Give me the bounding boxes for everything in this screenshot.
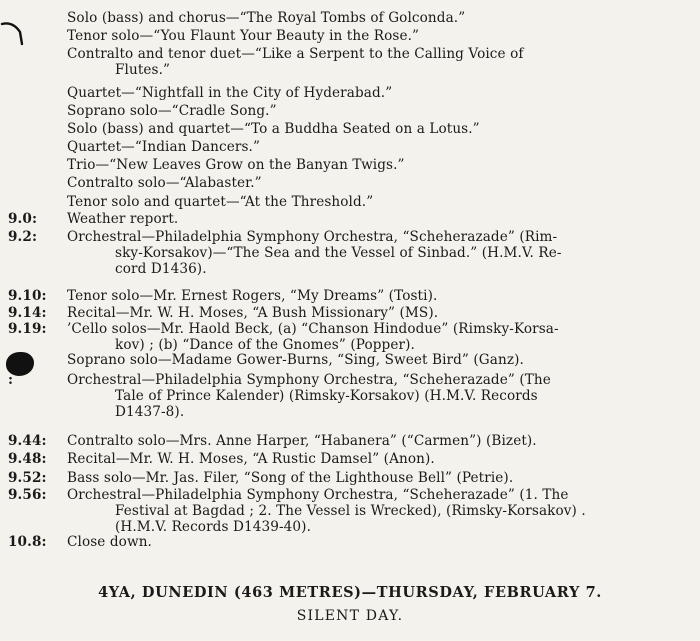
entry-line: Orchestral—Philadelphia Symphony Orchestra, “Scheherazade” (Rim- — [67, 229, 558, 245]
entry-line: cord D1436). — [115, 261, 207, 278]
entry-line: D1437-8). — [115, 404, 185, 421]
entry-line: Recital—Mr. W. H. Moses, “A Bush Missionary” (MS). — [67, 305, 439, 321]
entry-line: Close down. — [67, 534, 152, 550]
entry-text — [67, 103, 684, 119]
entry-text — [67, 211, 684, 227]
entry-line: Contralto solo—Mrs. Anne Harper, “Habanera” (“Carmen”) (Bizet). — [67, 433, 537, 449]
entry-text — [67, 352, 684, 368]
entry-text — [67, 229, 684, 278]
entry-line: Orchestral—Philadelphia Symphony Orchestra, “Scheherazade” (1. The — [67, 487, 569, 503]
entry-text — [67, 10, 684, 26]
entry-line: Contralto and tenor duet—“Like a Serpent to the Calling Voice of — [67, 46, 524, 62]
entry-text — [67, 46, 684, 78]
entry-text — [67, 85, 684, 101]
entry-line: Tenor solo and quartet—“At the Threshold.” — [67, 194, 374, 210]
entry-time: : — [8, 372, 14, 388]
entry-text — [67, 28, 684, 44]
entry-line: Soprano solo—“Cradle Song.” — [67, 103, 277, 119]
entry-text — [67, 157, 684, 173]
entry-line: Quartet—“Nightfall in the City of Hyderabad.” — [67, 85, 393, 101]
entry-text — [67, 194, 684, 210]
entry-line: Solo (bass) and chorus—“The Royal Tombs of Golconda.” — [67, 10, 466, 26]
entry-time: 9.48: — [8, 451, 47, 467]
entry-line: Soprano solo—Madame Gower-Burns, “Sing, Sweet Bird” (Ganz). — [67, 352, 524, 368]
entry-line: Flutes.” — [115, 62, 171, 79]
entry-line: Recital—Mr. W. H. Moses, “A Rustic Damsel” (Anon). — [67, 451, 435, 467]
entry-line: Bass solo—Mr. Jas. Filer, “Song of the Lighthouse Bell” (Petrie). — [67, 470, 514, 486]
entry-line: Orchestral—Philadelphia Symphony Orchestra, “Scheherazade” (The — [67, 372, 551, 388]
entry-text — [67, 121, 684, 137]
entry-line: Weather report. — [67, 211, 179, 227]
entry-text — [67, 288, 684, 304]
entry-line: Tale of Prince Kalender) (Rimsky-Korsakov) (H.M.V. Records — [115, 388, 538, 405]
entry-time: 9.44: — [8, 433, 47, 449]
entry-line: Solo (bass) and quartet—“To a Buddha Seated on a Lotus.” — [67, 121, 480, 137]
station-heading: 4YA, DUNEDIN (463 METRES)—THURSDAY, FEBRUARY 7. — [98, 584, 602, 601]
entry-time: 9.0: — [8, 211, 38, 227]
entry-text — [67, 305, 684, 321]
entry-line: Contralto solo—“Alabaster.” — [67, 175, 262, 191]
entry-text — [67, 433, 684, 449]
entry-line: (H.M.V. Records D1439-40). — [115, 519, 311, 536]
entry-line: kov) ; (b) “Dance of the Gnomes” (Popper). — [115, 337, 415, 354]
entry-time: 10.8: — [8, 534, 47, 550]
entry-time: 9.52: — [8, 470, 47, 486]
entry-line: Festival at Bagdad ; 2. The Vessel is Wrecked), (Rimsky-Korsakov) . — [115, 503, 586, 520]
entry-line: ’Cello solos—Mr. Haold Beck, (a) “Chanson Hindodue” (Rimsky-Korsa- — [67, 321, 559, 337]
entry-time: 9.14: — [8, 305, 47, 321]
entry-text — [67, 470, 684, 486]
silent-day-note: SILENT DAY. — [296, 608, 404, 624]
entry-line: Quartet—“Indian Dancers.” — [67, 139, 261, 155]
entry-time: 9.56: — [8, 487, 47, 503]
entry-text — [67, 487, 684, 536]
entry-line: Trio—“New Leaves Grow on the Banyan Twigs.” — [67, 157, 405, 173]
entry-text — [67, 451, 684, 467]
entry-line: Tenor solo—Mr. Ernest Rogers, “My Dreams” (Tosti). — [67, 288, 438, 304]
entry-text — [67, 534, 684, 550]
entry-text — [67, 175, 684, 191]
entry-time: 9.19: — [8, 321, 47, 337]
entry-time: 9.10: — [8, 288, 47, 304]
entry-line: Tenor solo—“You Flaunt Your Beauty in the Rose.” — [67, 28, 420, 44]
entry-line: sky-Korsakov)—“The Sea and the Vessel of Sinbad.” (H.M.V. Re- — [115, 245, 562, 262]
entry-time: 9.2: — [8, 229, 38, 245]
entry-text — [67, 139, 684, 155]
entry-text — [67, 321, 684, 353]
entry-text — [67, 372, 684, 421]
pencil-tick-mark — [0, 18, 30, 48]
